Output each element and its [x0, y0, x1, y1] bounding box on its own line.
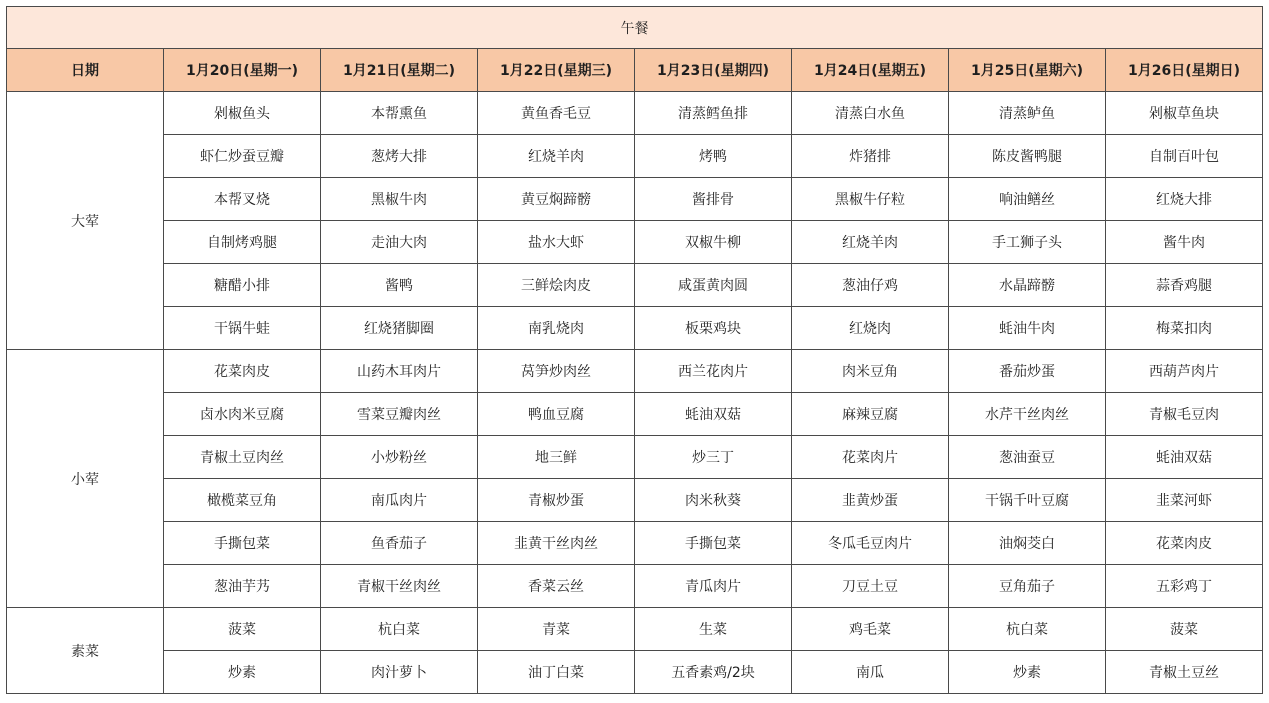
dish-cell: 黄豆焖蹄髈 [478, 178, 635, 221]
table-row [7, 608, 1263, 651]
dish-cell: 青椒干丝肉丝 [321, 565, 478, 608]
dish-cell: 香菜云丝 [478, 565, 635, 608]
dish-cell: 炒三丁 [635, 436, 792, 479]
dish-cell: 五彩鸡丁 [1106, 565, 1263, 608]
dish-cell: 花菜肉皮 [1106, 522, 1263, 565]
dish-cell: 本帮熏鱼 [321, 92, 478, 135]
dish-cell: 梅菜扣肉 [1106, 307, 1263, 350]
dish-cell: 红烧羊肉 [792, 221, 949, 264]
dish-cell: 红烧大排 [1106, 178, 1263, 221]
dish-cell: 韭菜河虾 [1106, 479, 1263, 522]
dish-cell: 花菜肉片 [792, 436, 949, 479]
dish-cell: 青椒土豆肉丝 [164, 436, 321, 479]
dish-cell: 西葫芦肉片 [1106, 350, 1263, 393]
dish-cell: 地三鲜 [478, 436, 635, 479]
table-row [7, 436, 1263, 479]
dish-cell: 酱牛肉 [1106, 221, 1263, 264]
dish-cell: 豆角茄子 [949, 565, 1106, 608]
dish-cell: 花菜肉皮 [164, 350, 321, 393]
dish-cell: 本帮叉烧 [164, 178, 321, 221]
table-row [7, 651, 1263, 694]
dish-cell: 韭黄干丝肉丝 [478, 522, 635, 565]
dish-cell: 酱排骨 [635, 178, 792, 221]
title-row [7, 7, 1263, 49]
dish-cell: 葱烤大排 [321, 135, 478, 178]
dish-cell: 菠菜 [164, 608, 321, 651]
dish-cell: 板栗鸡块 [635, 307, 792, 350]
day-header: 1月25日(星期六) [949, 49, 1106, 92]
dish-cell: 陈皮酱鸭腿 [949, 135, 1106, 178]
dish-cell: 葱油仔鸡 [792, 264, 949, 307]
dish-cell: 鸡毛菜 [792, 608, 949, 651]
dish-cell: 炒素 [164, 651, 321, 694]
dish-cell: 肉米豆角 [792, 350, 949, 393]
dish-cell: 青椒毛豆肉 [1106, 393, 1263, 436]
dish-cell: 水晶蹄髈 [949, 264, 1106, 307]
dish-cell: 葱油蚕豆 [949, 436, 1106, 479]
dish-cell: 青椒炒蛋 [478, 479, 635, 522]
table-row [7, 350, 1263, 393]
dish-cell: 双椒牛柳 [635, 221, 792, 264]
day-header: 1月24日(星期五) [792, 49, 949, 92]
date-column-header: 日期 [7, 49, 164, 92]
dish-cell: 自制百叶包 [1106, 135, 1263, 178]
dish-cell: 青菜 [478, 608, 635, 651]
category-label: 小荤 [7, 350, 164, 608]
dish-cell: 葱油芋艿 [164, 565, 321, 608]
dish-cell: 蚝油双菇 [635, 393, 792, 436]
dish-cell: 炸猪排 [792, 135, 949, 178]
dish-cell: 虾仁炒蚕豆瓣 [164, 135, 321, 178]
dish-cell: 雪菜豆瓣肉丝 [321, 393, 478, 436]
dish-cell: 黑椒牛仔粒 [792, 178, 949, 221]
dish-cell: 干锅千叶豆腐 [949, 479, 1106, 522]
dish-cell: 杭白菜 [949, 608, 1106, 651]
dish-cell: 鱼香茄子 [321, 522, 478, 565]
dish-cell: 自制烤鸡腿 [164, 221, 321, 264]
table-row [7, 479, 1263, 522]
dish-cell: 清蒸白水鱼 [792, 92, 949, 135]
dish-cell: 肉米秋葵 [635, 479, 792, 522]
table-row [7, 135, 1263, 178]
dish-cell: 剁椒鱼头 [164, 92, 321, 135]
dish-cell: 鸭血豆腐 [478, 393, 635, 436]
dish-cell: 手工狮子头 [949, 221, 1106, 264]
dish-cell: 油焖茭白 [949, 522, 1106, 565]
dish-cell: 橄榄菜豆角 [164, 479, 321, 522]
day-header: 1月26日(星期日) [1106, 49, 1263, 92]
table-row [7, 221, 1263, 264]
dish-cell: 蚝油双菇 [1106, 436, 1263, 479]
dish-cell: 肉汁萝卜 [321, 651, 478, 694]
dish-cell: 红烧肉 [792, 307, 949, 350]
dish-cell: 炒素 [949, 651, 1106, 694]
dish-cell: 卤水肉米豆腐 [164, 393, 321, 436]
dish-cell: 响油鳝丝 [949, 178, 1106, 221]
table-row [7, 393, 1263, 436]
dish-cell: 青椒土豆丝 [1106, 651, 1263, 694]
dish-cell: 黄鱼香毛豆 [478, 92, 635, 135]
dish-cell: 南乳烧肉 [478, 307, 635, 350]
dish-cell: 南瓜肉片 [321, 479, 478, 522]
dish-cell: 手撕包菜 [164, 522, 321, 565]
table-row [7, 522, 1263, 565]
dish-cell: 走油大肉 [321, 221, 478, 264]
dish-cell: 南瓜 [792, 651, 949, 694]
dish-cell: 剁椒草鱼块 [1106, 92, 1263, 135]
header-row [7, 49, 1263, 92]
dish-cell: 小炒粉丝 [321, 436, 478, 479]
dish-cell: 清蒸鳕鱼排 [635, 92, 792, 135]
dish-cell: 红烧羊肉 [478, 135, 635, 178]
table-row [7, 307, 1263, 350]
dish-cell: 菠菜 [1106, 608, 1263, 651]
table-row [7, 178, 1263, 221]
dish-cell: 黑椒牛肉 [321, 178, 478, 221]
dish-cell: 麻辣豆腐 [792, 393, 949, 436]
dish-cell: 盐水大虾 [478, 221, 635, 264]
dish-cell: 番茄炒蛋 [949, 350, 1106, 393]
table-row [7, 92, 1263, 135]
dish-cell: 红烧猪脚圈 [321, 307, 478, 350]
dish-cell: 酱鸭 [321, 264, 478, 307]
table-row [7, 264, 1263, 307]
dish-cell: 冬瓜毛豆肉片 [792, 522, 949, 565]
dish-cell: 油丁白菜 [478, 651, 635, 694]
dish-cell: 莴笋炒肉丝 [478, 350, 635, 393]
category-label: 素菜 [7, 608, 164, 694]
day-header: 1月23日(星期四) [635, 49, 792, 92]
dish-cell: 蒜香鸡腿 [1106, 264, 1263, 307]
day-header: 1月20日(星期一) [164, 49, 321, 92]
dish-cell: 烤鸭 [635, 135, 792, 178]
category-label: 大荤 [7, 92, 164, 350]
dish-cell: 西兰花肉片 [635, 350, 792, 393]
menu-title: 午餐 [7, 7, 1263, 49]
table-row [7, 565, 1263, 608]
dish-cell: 刀豆土豆 [792, 565, 949, 608]
dish-cell: 水芹干丝肉丝 [949, 393, 1106, 436]
dish-cell: 青瓜肉片 [635, 565, 792, 608]
dish-cell: 蚝油牛肉 [949, 307, 1106, 350]
dish-cell: 三鲜烩肉皮 [478, 264, 635, 307]
dish-cell: 糖醋小排 [164, 264, 321, 307]
dish-cell: 生菜 [635, 608, 792, 651]
dish-cell: 干锅牛蛙 [164, 307, 321, 350]
dish-cell: 杭白菜 [321, 608, 478, 651]
dish-cell: 山药木耳肉片 [321, 350, 478, 393]
lunch-menu-table [6, 6, 1263, 694]
menu-body [7, 92, 1263, 694]
dish-cell: 清蒸鲈鱼 [949, 92, 1106, 135]
dish-cell: 手撕包菜 [635, 522, 792, 565]
dish-cell: 咸蛋黄肉圆 [635, 264, 792, 307]
day-header: 1月22日(星期三) [478, 49, 635, 92]
dish-cell: 韭黄炒蛋 [792, 479, 949, 522]
dish-cell: 五香素鸡/2块 [635, 651, 792, 694]
day-header: 1月21日(星期二) [321, 49, 478, 92]
